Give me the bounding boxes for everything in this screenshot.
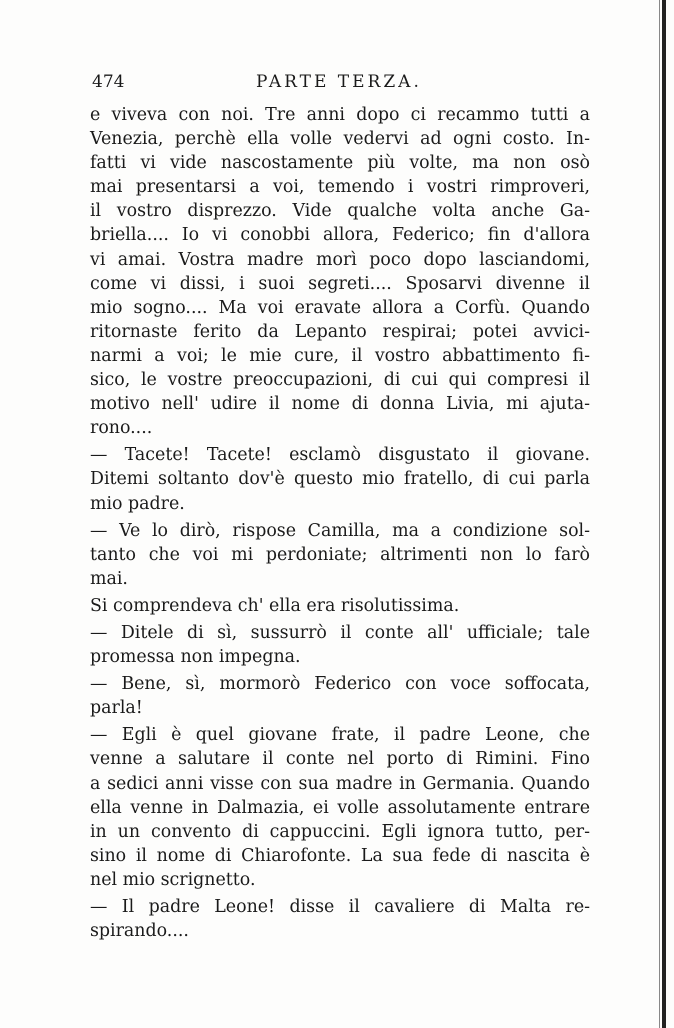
text-line: parla! [90, 698, 143, 719]
text-line: — Bene, sì, mormorò Federico con voce soffocata, [90, 674, 590, 695]
text-line: sico, le vostre preoccupazioni, di cui qui compresi il [90, 370, 590, 391]
text-line: a sedici anni visse con sua madre in Germania. Quando [90, 773, 590, 794]
page-edge-line [659, 0, 660, 1028]
text-line: venne a salutare il conte nel porto di Rimini. Fino [90, 749, 590, 770]
text-line: mio padre. [90, 493, 185, 514]
text-line: e viveva con noi. Tre anni dopo ci recammo tutti a [90, 105, 590, 125]
text-line: motivo nell' udire il nome di donna Livia, mi ajuta- [90, 394, 590, 415]
text-line: spirando.... [90, 921, 189, 942]
page-number: 474 [92, 72, 125, 92]
text-line: — Ve lo dirò, rispose Camilla, ma a condizione sol- [90, 520, 590, 541]
text-line: tanto che voi mi perdoniate; altrimenti non lo farò [90, 544, 590, 565]
body-text [90, 103, 590, 943]
text-line: rono.... [90, 418, 153, 439]
text-line: mio sogno.... Ma voi eravate allora a Corfù. Quando [90, 297, 590, 318]
text-line: vi amai. Vostra madre morì poco dopo lasciandomi, [90, 249, 590, 270]
text-line: Si comprendeva ch' ella era risolutissima. [90, 595, 460, 616]
text-line: mai presentarsi a voi, temendo i vostri rimproveri, [90, 177, 590, 198]
text-line: promessa non impegna. [90, 647, 301, 668]
text-line: sino il nome di Chiarofonte. La sua fede di nascita è [90, 845, 590, 866]
running-title: PARTE TERZA. [256, 72, 422, 92]
text-line: ritornaste ferito da Lepanto respirai; potei avvici- [90, 321, 590, 342]
page-edge-shadow [662, 0, 666, 1028]
text-line: fatti vi vide nascostamente più volte, ma non osò [90, 153, 590, 174]
text-line: — Il padre Leone! disse il cavaliere di Malta re- [90, 897, 590, 917]
page-header [92, 72, 592, 98]
text-line: — Tacete! Tacete! esclamò disgustato il giovane. [90, 445, 590, 466]
text-line: il vostro disprezzo. Vide qualche volta anche Ga- [90, 201, 590, 222]
text-line: Venezia, perchè ella volle vedervi ad ogni costo. In- [90, 129, 590, 150]
text-line: ella venne in Dalmazia, ei volle assolutamente entrare [90, 797, 590, 818]
text-line: come vi dissi, i suoi segreti.... Sposarvi divenne il [90, 273, 590, 294]
text-line: — Ditele di sì, sussurrò il conte all' ufficiale; tale [90, 622, 590, 643]
text-line: briella.... Io vi conobbi allora, Federico; fin d'allora [90, 225, 590, 246]
text-line: in un convento di cappuccini. Egli ignora tutto, per- [90, 821, 590, 842]
text-line: mai. [90, 568, 128, 589]
text-line: Ditemi soltanto dov'è questo mio fratello, di cui parla [90, 469, 590, 490]
text-line: nel mio scrignetto. [90, 869, 256, 890]
text-line: narmi a voi; le mie cure, il vostro abbattimento fi- [90, 345, 590, 366]
text-line: — Egli è quel giovane frate, il padre Leone, che [90, 725, 590, 746]
